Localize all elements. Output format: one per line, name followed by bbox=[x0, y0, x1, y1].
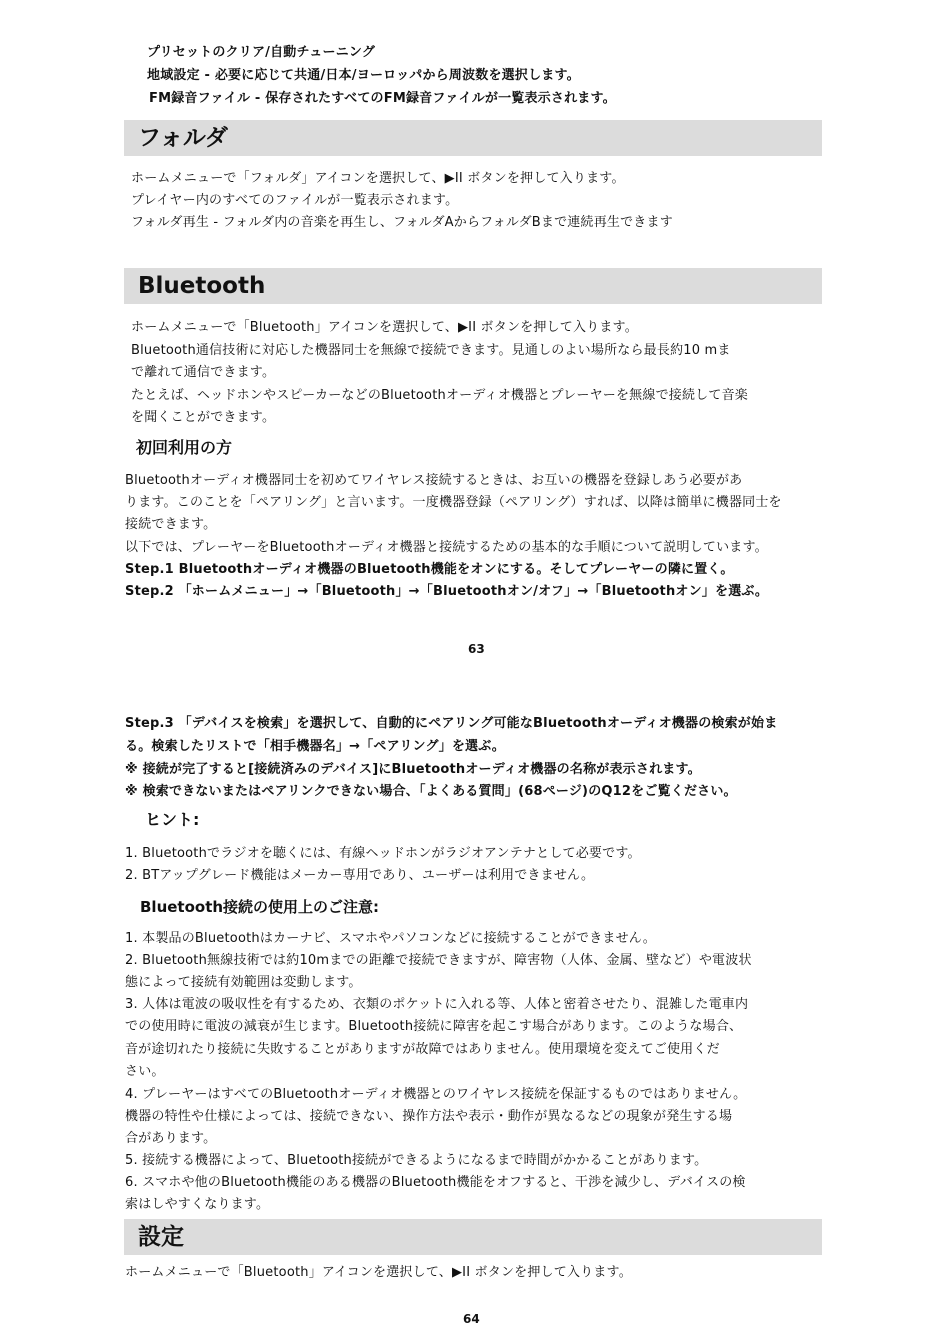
caution-line: 1. 本製品のBluetoothはカーナビ、スマホやパソコンなどに接続することができません。 bbox=[125, 931, 656, 946]
caution-line: 機器の特性や仕様によっては、接続できない、操作方法や表示・動作が異なるなどの現象が発生する場 bbox=[125, 1109, 733, 1124]
caution-line: 合があります。 bbox=[125, 1131, 217, 1146]
fm-region-line: 地域設定 - 必要に応じて共通/日本/ヨーロッパから周波数を選択します。 bbox=[147, 68, 580, 83]
bluetooth-section-bar bbox=[124, 268, 822, 304]
folder-text-line: プレイヤー内のすべてのファイルが一覧表示されます。 bbox=[131, 193, 459, 208]
caution-line: 2. Bluetooth無線技術では約10mまでの距離で接続できますが、障害物（人体、金属、壁など）や電波状 bbox=[125, 953, 752, 968]
caution-line: での使用時に電波の減衰が生じます。Bluetooth接続に障害を起こす場合があります。このような場合、 bbox=[125, 1019, 743, 1034]
caution-heading: Bluetooth接続の使用上のご注意: bbox=[140, 898, 380, 916]
first-use-line: 接続できます。 bbox=[125, 517, 217, 532]
folder-section-bar bbox=[124, 120, 822, 156]
bluetooth-text-line: ホームメニューで「Bluetooth」アイコンを選択して、▶II ボタンを押して入ります。 bbox=[131, 320, 638, 335]
fm-preset-line: プリセットのクリア/自動チューニング bbox=[147, 45, 376, 60]
page-number: 64 bbox=[463, 1312, 480, 1326]
caution-line: 態によって接続有効範囲は変動します。 bbox=[125, 975, 362, 990]
settings-text-line: ホームメニューで「Bluetooth」アイコンを選択して、▶II ボタンを押して入ります。 bbox=[125, 1265, 632, 1280]
hint-heading: ヒント: bbox=[145, 810, 200, 829]
folder-text-line: ホームメニューで「フォルダ」アイコンを選択して、▶II ボタンを押して入ります。 bbox=[131, 171, 625, 186]
caution-line: さい。 bbox=[125, 1064, 165, 1079]
note-line: ※ 検索できないまたはペアリンクできない場合、「よくある質問」(68ページ)のQ12をご覧ください。 bbox=[125, 784, 737, 799]
bluetooth-text-line: たとえば、ヘッドホンやスピーカーなどのBluetoothオーディオ機器とプレーヤーを無線で接続して音楽 bbox=[131, 388, 748, 403]
bluetooth-text-line: Bluetooth通信技術に対応した機器同士を無線で接続できます。見通しのよい場所なら最長約10 mま bbox=[131, 343, 731, 358]
bluetooth-text-line: で離れて通信できます。 bbox=[131, 365, 276, 380]
step-3-line: る。検索したリストで「相手機器名」→「ペアリング」を選ぶ。 bbox=[125, 739, 505, 754]
hint-line: 2. BTアップグレード機能はメーカー専用であり、ユーザーは利用できません。 bbox=[125, 868, 595, 883]
folder-section-title: フォルダ bbox=[138, 125, 228, 151]
caution-line: 音が途切れたり接続に失敗することがありますが故障ではありません。使用環境を変えてご使用くだ bbox=[125, 1042, 720, 1057]
page-number: 63 bbox=[468, 642, 485, 656]
folder-text-line: フォルダ再生 - フォルダ内の音楽を再生し、フォルダAからフォルダBまで連続再生できます bbox=[131, 215, 673, 230]
note-line: ※ 接続が完了すると[接続済みのデバイス]にBluetoothオーディオ機器の名称が表示されます。 bbox=[125, 762, 701, 777]
first-use-line: ります。このことを「ペアリング」と言います。一度機器登録（ペアリング）すれば、以降は簡単に機器同士を bbox=[125, 495, 782, 510]
first-use-line: 以下では、プレーヤーをBluetoothオーディオ機器と接続するための基本的な手順について説明しています。 bbox=[125, 540, 768, 555]
step-1-line: Step.1 Bluetoothオーディオ機器のBluetooth機能をオンにする。そしてプレーヤーの隣に置く。 bbox=[125, 562, 734, 577]
settings-section-title: 設定 bbox=[138, 1224, 184, 1250]
settings-section-bar bbox=[124, 1219, 822, 1255]
caution-line: 3. 人体は電波の吸収性を有するため、衣類のポケットに入れる等、人体と密着させたり、混雑した電車内 bbox=[125, 997, 749, 1012]
step-2-line: Step.2 「ホームメニュー」→「Bluetooth」→「Bluetoothオン/オフ」→「Bluetoothオン」を選ぶ。 bbox=[125, 584, 769, 599]
step-3-line: Step.3 「デバイスを検索」を選択して、自動的にペアリング可能なBluetoothオーディオ機器の検索が始ま bbox=[125, 716, 778, 731]
caution-line: 4. プレーヤーはすべてのBluetoothオーディオ機器とのワイヤレス接続を保証するものではありません。 bbox=[125, 1087, 747, 1102]
bluetooth-text-line: を聞くことができます。 bbox=[131, 410, 276, 425]
first-use-line: Bluetoothオーディオ機器同士を初めてワイヤレス接続するときは、お互いの機器を登録しあう必要があ bbox=[125, 473, 743, 488]
caution-line: 5. 接続する機器によって、Bluetooth接続ができるようになるまで時間がかかることがあります。 bbox=[125, 1153, 708, 1168]
first-use-heading: 初回利用の方 bbox=[136, 438, 233, 457]
hint-line: 1. Bluetoothでラジオを聴くには、有線ヘッドホンがラジオアンテナとして必要です。 bbox=[125, 846, 641, 861]
caution-line: 索はしやすくなります。 bbox=[125, 1197, 270, 1212]
caution-line: 6. スマホや他のBluetooth機能のある機器のBluetooth機能をオフすると、干渉を減少し、デバイスの検 bbox=[125, 1175, 746, 1190]
fm-recording-line: FM録音ファイル - 保存されたすべてのFM録音ファイルが一覧表示されます。 bbox=[149, 91, 616, 106]
bluetooth-section-title: Bluetooth bbox=[138, 273, 266, 299]
